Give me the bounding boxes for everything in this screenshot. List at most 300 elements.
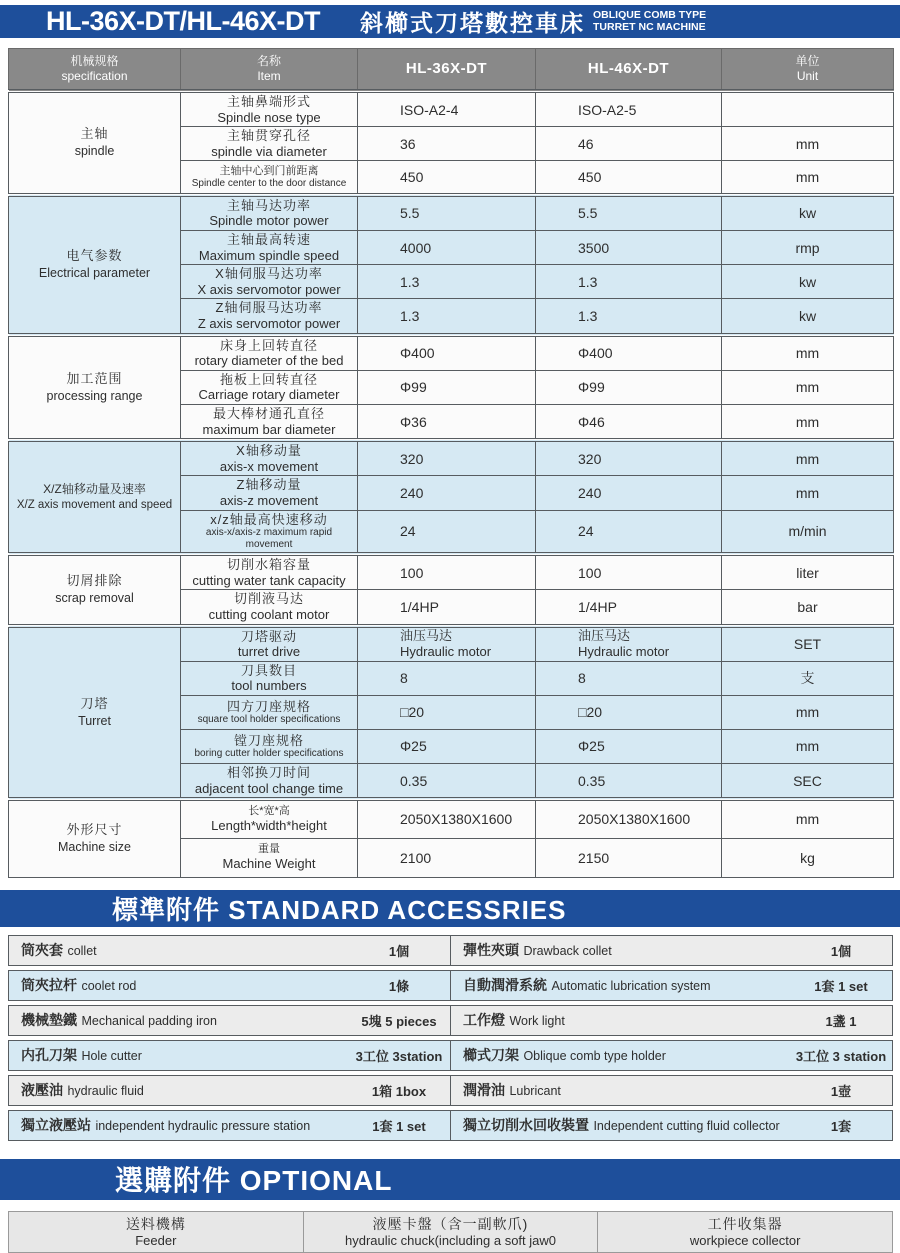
spec-unit: mm <box>722 695 894 729</box>
spec-item-zh: 最大棒材通孔直径 <box>212 406 325 421</box>
spec-value <box>536 799 722 838</box>
group-label-en: processing range <box>46 388 143 403</box>
spec-value-text: Φ25 <box>578 738 605 755</box>
spec-item-zh: 主轴最高转速 <box>226 232 311 248</box>
spec-value <box>536 763 722 799</box>
spec-value-text: 1/4HP <box>400 598 439 615</box>
accessory-name-en: independent hydraulic pressure station <box>95 1119 311 1134</box>
column-header-item-en: Item <box>257 69 281 83</box>
spec-item <box>181 554 358 590</box>
spec-value-text: Φ46 <box>578 413 605 430</box>
accessory-name-en: Independent cutting fluid collector <box>593 1119 780 1134</box>
spec-item-en: X axis servomotor power <box>197 281 341 297</box>
spec-value <box>358 405 536 441</box>
spec-value <box>536 661 722 695</box>
spec-item <box>181 695 358 729</box>
accessory-name <box>9 975 348 995</box>
spec-item-zh: 切削水箱容量 <box>226 557 311 573</box>
spec-item <box>181 626 358 662</box>
accessory-name-en: Mechanical padding iron <box>81 1014 217 1029</box>
spec-value <box>536 127 722 161</box>
spec-row <box>9 195 894 231</box>
accessory-quantity: 3工位 3station <box>355 1048 443 1064</box>
spec-value-text: 450 <box>578 169 602 186</box>
spec-unit: mm <box>722 127 894 161</box>
spec-value <box>358 127 536 161</box>
accessory-cell-right <box>450 1111 892 1140</box>
spec-value-text: 5.5 <box>400 205 420 222</box>
spec-value <box>536 265 722 299</box>
spec-value <box>536 370 722 404</box>
spec-value <box>358 590 536 626</box>
accessory-name-zh: 自動潤滑系統 <box>463 977 547 994</box>
accessory-name-zh: 工作燈 <box>463 1012 505 1029</box>
spec-value-subtext: Hydraulic motor <box>400 644 492 660</box>
spec-value <box>536 195 722 231</box>
accessory-name-en: hydraulic fluid <box>67 1084 144 1099</box>
spec-item <box>181 231 358 265</box>
spec-item <box>181 510 358 554</box>
machine-title-en <box>593 10 706 34</box>
accessory-name <box>451 975 790 995</box>
spec-value <box>358 510 536 554</box>
accessory-name-zh: 櫛式刀架 <box>463 1047 519 1064</box>
group-label-zh: 外形尺寸 <box>66 822 123 838</box>
spec-value-text: 0.35 <box>400 772 428 789</box>
spec-value <box>358 661 536 695</box>
column-header-item-zh: 名称 <box>256 54 281 68</box>
spec-value <box>536 838 722 877</box>
spec-item <box>181 590 358 626</box>
spec-value <box>358 299 536 335</box>
spec-unit: kw <box>722 265 894 299</box>
spec-item-zh: 刀塔驱动 <box>240 628 297 644</box>
group-label <box>9 440 181 554</box>
accessory-name-en: Automatic lubrication system <box>551 979 711 994</box>
spec-item-en: square tool holder specifications <box>197 714 341 726</box>
spec-value-text: 1.3 <box>578 273 598 290</box>
spec-value-text: 0.35 <box>578 772 606 789</box>
spec-item-zh: 长*宽*高 <box>248 804 290 817</box>
accessory-name <box>9 940 348 960</box>
accessory-row <box>8 1005 893 1036</box>
spec-unit: kw <box>722 195 894 231</box>
spec-value-text: 2050X1380X1600 <box>578 811 691 828</box>
accessory-cell-left <box>9 1111 450 1140</box>
spec-unit: m/min <box>722 510 894 554</box>
group-label-zh: 主轴 <box>80 126 109 142</box>
spec-item-zh: 切削液马达 <box>233 591 304 607</box>
accessory-row <box>8 935 893 966</box>
spec-unit: mm <box>722 476 894 510</box>
accessory-quantity: 1箱 1box <box>371 1083 427 1099</box>
spec-row <box>9 626 894 662</box>
accessory-quantity: 1壺 <box>830 1083 852 1099</box>
accessory-name <box>9 1045 348 1065</box>
spec-item <box>181 729 358 763</box>
spec-value <box>536 405 722 441</box>
accessory-quantity: 1盞 1 <box>825 1013 857 1029</box>
spec-unit: liter <box>722 554 894 590</box>
spec-item-zh: 四方刀座规格 <box>226 698 311 714</box>
spec-item-zh: 刀具数目 <box>240 662 297 678</box>
accessory-quantity: 1套 <box>830 1118 852 1134</box>
spec-value-subtext: Hydraulic motor <box>578 644 670 660</box>
spec-value-text: ISO-A2-5 <box>578 101 637 118</box>
spec-unit: kg <box>722 838 894 877</box>
spec-item-zh: X轴移动量 <box>236 443 302 459</box>
spec-item <box>181 838 358 877</box>
accessory-name <box>451 1115 790 1135</box>
spec-item-en: rotary diameter of the bed <box>194 353 344 369</box>
accessory-name-zh: 内孔刀架 <box>21 1047 77 1064</box>
accessory-name-en: collet <box>67 944 97 959</box>
spec-value-text: 100 <box>578 564 602 581</box>
group-label <box>9 91 181 195</box>
spec-value-text: 320 <box>400 450 424 467</box>
spec-unit: kw <box>722 299 894 335</box>
spec-item <box>181 476 358 510</box>
spec-item-en: adjacent tool change time <box>194 780 344 796</box>
spec-value-text: Φ25 <box>400 738 427 755</box>
accessory-name-zh: 獨立液壓站 <box>21 1117 91 1134</box>
accessory-name <box>451 1045 790 1065</box>
spec-value <box>536 299 722 335</box>
spec-item-zh: x/z轴最高快速移动 <box>210 511 328 527</box>
spec-item-zh: Z轴伺服马达功率 <box>215 300 323 316</box>
column-header-specification-en: specification <box>61 69 128 83</box>
group-label <box>9 626 181 800</box>
spec-value <box>358 195 536 231</box>
spec-item <box>181 161 358 195</box>
spec-value <box>536 510 722 554</box>
optional-cell-en: hydraulic chuck(including a soft jaw0 <box>345 1232 556 1248</box>
spec-value <box>358 161 536 195</box>
spec-item <box>181 799 358 838</box>
spec-item-en: Spindle center to the door distance <box>191 177 347 189</box>
spec-value-text: 4000 <box>400 239 432 256</box>
spec-item-en: maximum bar diameter <box>202 421 336 437</box>
optional-cell <box>9 1212 303 1252</box>
spec-unit: SET <box>722 626 894 662</box>
spec-item-zh: 相邻换刀时间 <box>226 764 311 780</box>
column-header-hl46: HL-46X-DT <box>536 49 722 92</box>
optional-banner <box>0 1159 900 1200</box>
spec-item-en: axis-z movement <box>219 492 319 508</box>
accessory-cell-right <box>450 1006 892 1035</box>
group-label-zh: 切屑排除 <box>66 573 123 589</box>
spec-item-en: cutting coolant motor <box>208 606 330 622</box>
group-label-en: Electrical parameter <box>38 266 151 281</box>
spec-value-text: 2150 <box>578 849 610 866</box>
accessory-quantity: 1個 <box>388 943 410 959</box>
spec-unit: mm <box>722 370 894 404</box>
accessory-name <box>9 1010 348 1030</box>
spec-item-en: tool numbers <box>231 678 307 694</box>
accessory-name-zh: 獨立切削水回收裝置 <box>463 1117 589 1134</box>
spec-unit: mm <box>722 405 894 441</box>
spec-value <box>536 231 722 265</box>
accessory-row <box>8 1040 893 1071</box>
spec-item-en: Carriage rotary diameter <box>198 387 340 403</box>
group-label-en: Machine size <box>58 840 131 855</box>
spec-unit: mm <box>722 729 894 763</box>
spec-value <box>536 476 722 510</box>
accessory-name-zh: 彈性夾頭 <box>463 942 519 959</box>
accessory-cell-left <box>9 1041 450 1070</box>
spec-value <box>358 370 536 404</box>
spec-unit: mm <box>722 335 894 371</box>
spec-item-en: Machine Weight <box>222 856 316 872</box>
group-label <box>9 799 181 877</box>
spec-value <box>358 763 536 799</box>
spec-value <box>358 91 536 127</box>
spec-item <box>181 405 358 441</box>
spec-value <box>536 590 722 626</box>
group-label-zh: 刀塔 <box>80 695 109 711</box>
accessory-cell-left <box>9 1006 450 1035</box>
optional-cell <box>597 1212 892 1252</box>
spec-item <box>181 299 358 335</box>
spec-value-text: □20 <box>400 704 425 721</box>
spec-item <box>181 91 358 127</box>
column-header-unit-zh: 单位 <box>795 54 820 68</box>
accessory-cell-left <box>9 1076 450 1105</box>
spec-unit: mm <box>722 440 894 476</box>
spec-item <box>181 661 358 695</box>
accessory-name-en: coolet rod <box>81 979 137 994</box>
spec-header-row <box>9 49 894 92</box>
spec-value-text: 1.3 <box>400 308 420 325</box>
spec-item <box>181 370 358 404</box>
spec-value <box>358 554 536 590</box>
group-label <box>9 195 181 335</box>
spec-value <box>358 729 536 763</box>
spec-item-zh: 镗刀座规格 <box>233 732 304 748</box>
spec-value-text: 46 <box>578 135 594 152</box>
accessories-table <box>8 935 893 1141</box>
spec-value-text: 36 <box>400 135 416 152</box>
spec-value <box>358 476 536 510</box>
spec-table <box>8 48 894 878</box>
group-label-zh: 加工范围 <box>66 370 123 386</box>
accessory-name-en: Drawback collet <box>523 944 612 959</box>
accessory-name <box>9 1115 348 1135</box>
accessory-name <box>451 1080 790 1100</box>
spec-item <box>181 195 358 231</box>
column-header-item <box>181 49 358 92</box>
accessory-name-zh: 潤滑油 <box>463 1082 505 1099</box>
accessory-cell-right <box>450 936 892 965</box>
spec-row <box>9 799 894 838</box>
accessory-row <box>8 970 893 1001</box>
accessory-name-zh: 筒夾拉杆 <box>21 977 77 994</box>
spec-value <box>536 729 722 763</box>
spec-unit: mm <box>722 161 894 195</box>
spec-item-zh: 主轴马达功率 <box>226 197 311 213</box>
spec-value-text: 100 <box>400 564 424 581</box>
optional-title: 選購附件 OPTIONAL <box>115 1165 393 1197</box>
spec-item-en: axis-x movement <box>219 458 319 474</box>
spec-value-text: 2100 <box>400 849 432 866</box>
group-label-en: spindle <box>74 144 115 159</box>
spec-value <box>536 91 722 127</box>
spec-value-text: 240 <box>578 484 602 501</box>
spec-value <box>358 626 536 662</box>
spec-value-text: Φ400 <box>578 345 613 362</box>
spec-value-text: 1.3 <box>400 273 420 290</box>
spec-value-text: 24 <box>578 523 594 540</box>
accessory-quantity: 1套 1 set <box>814 978 868 994</box>
spec-item <box>181 440 358 476</box>
spec-value-text: □20 <box>578 704 603 721</box>
spec-unit: SEC <box>722 763 894 799</box>
optional-cell-en: Feeder <box>135 1232 177 1248</box>
group-label <box>9 335 181 441</box>
spec-item-en: Z axis servomotor power <box>197 316 341 332</box>
accessory-cell-right <box>450 1041 892 1070</box>
spec-value-text: 油压马达 <box>578 627 631 643</box>
group-label-en: scrap removal <box>55 591 134 606</box>
spec-value-text: 油压马达 <box>400 627 453 643</box>
spec-value-text: 240 <box>400 484 424 501</box>
spec-value <box>358 231 536 265</box>
group-label-en: Turret <box>78 713 111 728</box>
spec-value-text: 450 <box>400 169 424 186</box>
group-label-zh: X/Z轴移动量及速率 <box>43 481 146 496</box>
accessory-quantity: 1條 <box>388 978 410 994</box>
accessory-quantity: 3工位 3 station <box>795 1048 887 1064</box>
spec-value <box>358 799 536 838</box>
spec-value-text: Φ99 <box>400 379 427 396</box>
spec-value <box>536 695 722 729</box>
group-label-zh: 电气参数 <box>66 248 123 264</box>
accessory-cell-right <box>450 1076 892 1105</box>
spec-value-text: ISO-A2-4 <box>400 101 459 118</box>
spec-item-zh: 主轴鼻端形式 <box>226 94 311 109</box>
accessory-name <box>451 940 790 960</box>
optional-cell-zh: 液壓卡盤（含一副軟爪) <box>372 1215 529 1232</box>
accessory-name <box>451 1010 790 1030</box>
spec-value-text: 8 <box>578 670 586 687</box>
accessory-name-en: Hole cutter <box>81 1049 142 1064</box>
spec-value <box>358 335 536 371</box>
accessory-cell-left <box>9 971 450 1000</box>
machine-title-zh: 斜櫛式刀塔數控車床 <box>360 10 586 36</box>
machine-title-en-line1: OBLIQUE COMB TYPE <box>593 8 707 21</box>
spec-item-en: axis-x/axis-z maximum rapid movement <box>205 527 333 551</box>
accessory-name-zh: 液壓油 <box>21 1082 63 1099</box>
optional-cell-zh: 工件收集器 <box>707 1215 783 1232</box>
accessory-cell-right <box>450 971 892 1000</box>
spec-value-text: 1/4HP <box>578 598 617 615</box>
spec-value-text: 1.3 <box>578 308 598 325</box>
spec-value-text: 3500 <box>578 239 610 256</box>
column-header-specification <box>9 49 181 92</box>
spec-item <box>181 335 358 371</box>
spec-unit <box>722 91 894 127</box>
spec-value <box>536 440 722 476</box>
spec-item-en: cutting water tank capacity <box>192 572 346 588</box>
accessory-name-zh: 機械墊鐵 <box>21 1012 77 1029</box>
spec-item-en: Length*width*height <box>211 818 327 834</box>
accessory-cell-left <box>9 936 450 965</box>
spec-value-text: 24 <box>400 523 416 540</box>
standard-accessories-title: 標準附件 STANDARD ACCESSRIES <box>112 894 567 925</box>
group-label-en: X/Z axis movement and speed <box>16 498 173 511</box>
optional-cell-en: workpiece collector <box>689 1232 801 1248</box>
spec-item-zh: Z轴移动量 <box>236 477 302 493</box>
column-header-specification-zh: 机械规格 <box>70 54 119 68</box>
optional-cell-zh: 送料機構 <box>125 1215 186 1232</box>
spec-row <box>9 440 894 476</box>
spec-unit: mm <box>722 799 894 838</box>
optional-cell <box>303 1212 598 1252</box>
spec-unit: rmp <box>722 231 894 265</box>
spec-row <box>9 554 894 590</box>
spec-item-zh: X轴伺服马达功率 <box>215 266 323 282</box>
column-header-unit <box>722 49 894 92</box>
spec-item-zh: 主轴中心到门前距离 <box>219 164 319 177</box>
accessory-name-en: Work light <box>509 1014 565 1029</box>
spec-value-text: 2050X1380X1600 <box>400 811 513 828</box>
spec-value <box>358 695 536 729</box>
spec-row <box>9 335 894 371</box>
spec-item-en: Spindle motor power <box>209 213 329 229</box>
spec-unit: 支 <box>722 661 894 695</box>
spec-value <box>358 838 536 877</box>
accessory-name <box>9 1080 348 1100</box>
spec-value-text: Φ400 <box>400 345 435 362</box>
spec-value-text: Φ99 <box>578 379 605 396</box>
spec-value <box>536 626 722 662</box>
spec-item <box>181 127 358 161</box>
spec-item <box>181 763 358 799</box>
spec-value-text: Φ36 <box>400 413 427 430</box>
spec-value <box>358 440 536 476</box>
spec-item-en: Spindle nose type <box>217 109 321 125</box>
spec-item-en: spindle via diameter <box>211 143 327 159</box>
machine-title-en-line2: TURRET NC MACHINE <box>593 20 706 33</box>
spec-item <box>181 265 358 299</box>
model-title: HL-36X-DT/HL-46X-DT <box>46 6 321 36</box>
spec-value-text: 320 <box>578 450 602 467</box>
accessory-quantity: 1套 1 set <box>372 1118 426 1134</box>
spec-item-zh: 主轴贯穿孔径 <box>226 128 311 144</box>
spec-value-text: 8 <box>400 670 408 687</box>
spec-value-text: 5.5 <box>578 205 598 222</box>
optional-table <box>8 1211 893 1253</box>
spec-item-en: turret drive <box>237 644 301 660</box>
accessory-name-zh: 筒夾套 <box>21 942 63 959</box>
column-header-hl36: HL-36X-DT <box>358 49 536 92</box>
spec-value <box>536 554 722 590</box>
spec-item-zh: 拖板上回转直径 <box>219 371 318 387</box>
accessory-name-en: Oblique comb type holder <box>523 1049 666 1064</box>
group-label <box>9 554 181 625</box>
spec-item-en: boring cutter holder specifications <box>194 748 344 760</box>
standard-accessories-banner <box>0 890 900 927</box>
top-banner <box>0 5 900 38</box>
spec-value <box>358 265 536 299</box>
accessory-row <box>8 1110 893 1141</box>
accessory-row <box>8 1075 893 1106</box>
spec-value <box>536 161 722 195</box>
spec-item-zh: 床身上回转直径 <box>219 337 318 353</box>
spec-item-zh: 重量 <box>258 843 280 856</box>
spec-item-en: Maximum spindle speed <box>198 247 340 263</box>
accessory-name-en: Lubricant <box>509 1084 561 1099</box>
